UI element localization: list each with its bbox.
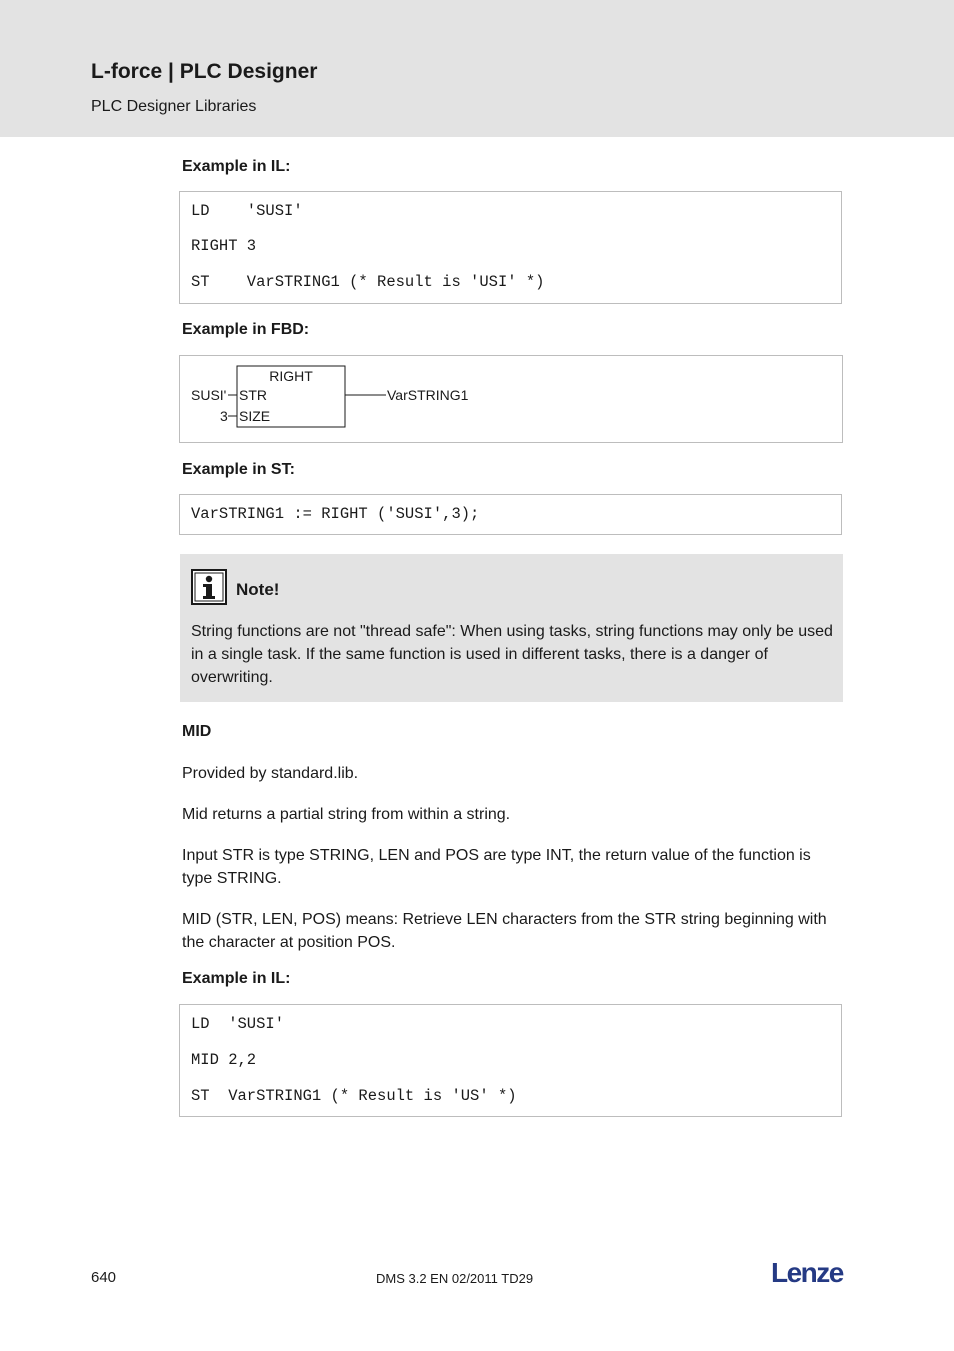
il-code-block-mid [179,1004,842,1117]
fbd-diagram [179,355,843,443]
document-id: DMS 3.2 EN 02/2011 TD29 [376,1271,534,1286]
input-pin-str: STR [239,387,267,403]
code-line: ST VarSTRING1 (* Result is 'US' *) [191,1087,517,1105]
code-line: LD 'SUSI' [191,202,303,220]
section-heading-mid: MID [182,723,212,740]
code-line: ST VarSTRING1 (* Result is 'USI' *) [191,273,545,291]
input-value-1: SUSI' [191,387,227,403]
document-title: L-force | PLC Designer [91,60,318,83]
info-icon [191,569,227,605]
example-il-label: Example in IL: [182,158,291,175]
lenze-logo [771,1257,851,1287]
input-value-2: 3 [220,408,228,424]
code-line: MID 2,2 [191,1051,257,1069]
il-code-block-right [179,191,842,304]
paragraph: MID (STR, LEN, POS) means: Retrieve LEN characters from the STR string beginning with the character at position POS. [182,911,827,951]
example-st-label: Example in ST: [182,461,295,478]
document-subtitle: PLC Designer Libraries [91,98,257,115]
example-il-label: Example in IL: [182,970,291,987]
paragraph: Input STR is type STRING, LEN and POS are type INT, the return value of the function is type STRING. [182,847,811,887]
output-variable: VarSTRING1 [387,387,469,403]
paragraph: Provided by standard.lib. [182,765,359,782]
st-code-block [179,494,842,535]
code-line: RIGHT 3 [191,237,257,255]
note-text: String functions are not "thread safe": When using tasks, string functions may only be used in a single task. If the same function is used in different tasks, there is a danger of overwriting. [191,623,833,686]
page-header [0,0,954,137]
note-title: Note! [236,580,280,599]
logo-text: Lenze [771,1257,843,1287]
block-name: RIGHT [269,368,313,384]
input-pin-size: SIZE [239,408,271,424]
code-line: LD 'SUSI' [191,1015,285,1033]
paragraph: Mid returns a partial string from within a string. [182,806,511,823]
note-box [180,554,843,702]
code-line: VarSTRING1 := RIGHT ('SUSI',3); [191,505,480,523]
example-fbd-label: Example in FBD: [182,321,310,338]
fbd-svg [180,356,842,442]
page-number: 640 [91,1269,117,1286]
